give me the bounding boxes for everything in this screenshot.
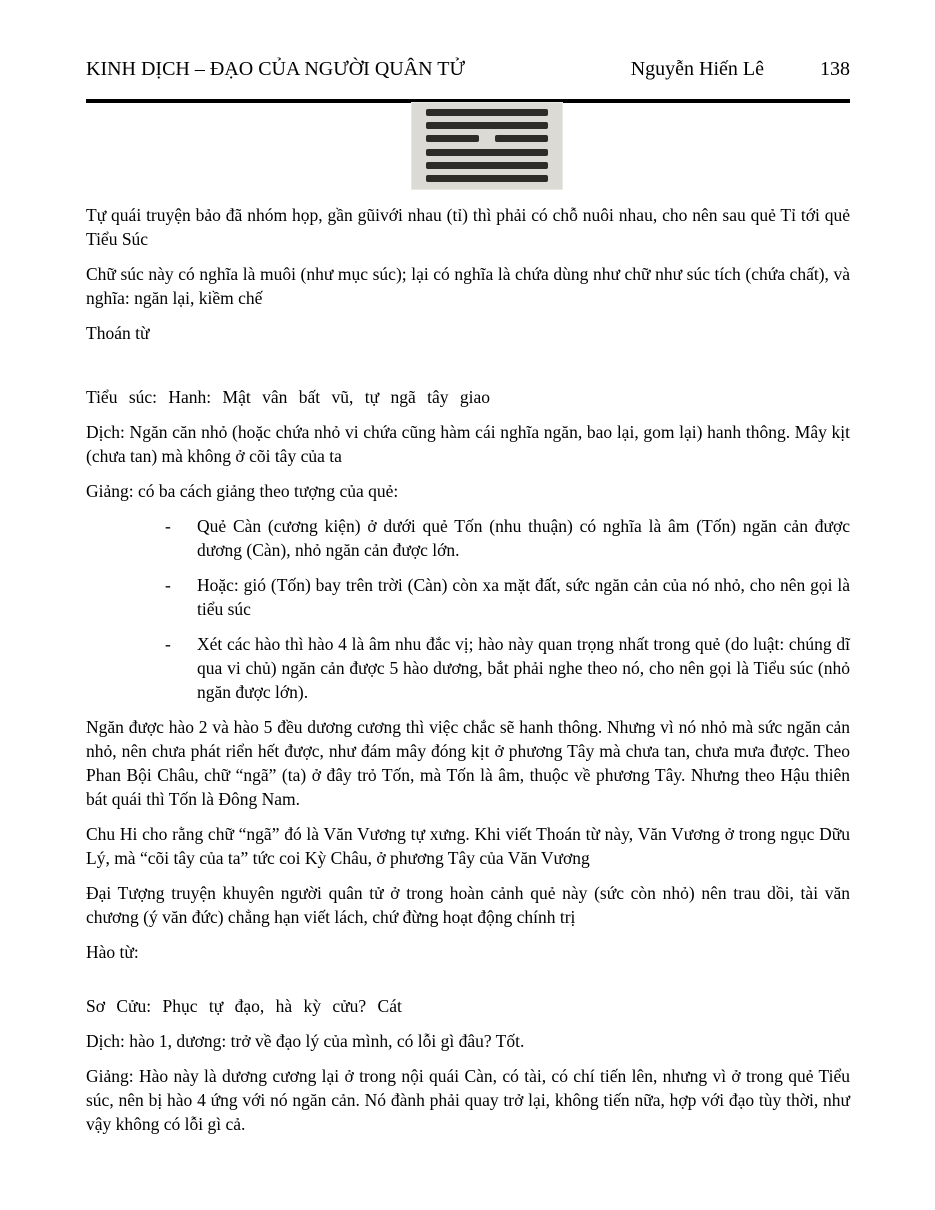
bullet-dash: - [165, 575, 171, 595]
hexagram-line-solid [426, 149, 548, 156]
body-text [86, 203, 850, 1136]
book-title: KINH DỊCH – ĐẠO CỦA NGƯỜI QUÂN TỬ [86, 58, 465, 80]
bullet-dash: - [165, 634, 171, 654]
hexagram-line-segment [495, 135, 548, 142]
hexagram-line-solid [426, 175, 548, 182]
paragraph-ngan-duoc: Ngăn được hào 2 và hào 5 đều dương cương thì việc chắc sẽ hanh thông. Nhưng vì nó nhỏ mà sức ngăn cản nhỏ, nên chưa phát riển hết được, như đám mây đóng kịt ở phương Tây mà chưa tan, chưa mưa được. Theo Phan Bội Châu, chữ “ngã” (ta) ở đây trỏ Tốn, mà Tốn là âm, thuộc về phương Tây. Nhưng theo Hậu thiên bát quái thì Tốn là Đông Nam. [86, 717, 850, 809]
hao-tu-heading: Hào từ: [86, 942, 139, 962]
bullet-item-hao-4 [165, 632, 850, 704]
bullet-item-gio-troi [165, 573, 850, 621]
paragraph-chu-hi: Chu Hi cho rằng chữ “ngã” đó là Văn Vương tự xưng. Khi viết Thoán từ này, Văn Vương ở trong ngục Dữu Lý, mà “cõi tây của ta” tức coi Kỳ Châu, ở phương Tây của Văn Vương [86, 824, 850, 868]
author-name: Nguyễn Hiến Lê [630, 58, 764, 80]
paragraph-tu-quai: Tự quái truyện bảo đã nhóm họp, gần gũivới nhau (tỉ) thì phải có chỗ nuôi nhau, cho nên sau quẻ Tỉ tới quẻ Tiểu Súc [86, 205, 850, 249]
bullet-text: Quẻ Càn (cương kiện) ở dưới quẻ Tốn (nhu thuận) có nghĩa là âm (Tốn) ngăn cản được dương (Càn), nhỏ ngăn cản được lớn. [197, 516, 850, 560]
so-cuu-quote: Sơ Cửu: Phục tự đạo, hà kỳ cửu? Cát [86, 996, 402, 1016]
hexagram-line-solid [426, 122, 548, 129]
thoan-tu-heading: Thoán từ [86, 323, 150, 343]
bullet-text: Xét các hào thì hào 4 là âm nhu đắc vị; hào này quan trọng nhất trong quẻ (do luật: chúng dĩ qua vi chủ) ngăn cản được 5 hào dương, bắt phải nghe theo nó, cho nên gọi là Tiểu súc (nhỏ ngăn được lớn). [197, 634, 850, 702]
hexagram-figure [86, 102, 850, 190]
hexagram-line-solid [426, 109, 548, 116]
thoan-tu-quote: Tiểu súc: Hanh: Mật vân bất vũ, tự ngã tây giao [86, 387, 490, 407]
hexagram-line-segment [426, 135, 479, 142]
bullet-text: Hoặc: gió (Tốn) bay trên trời (Càn) còn xa mặt đất, sức ngăn cản của nó nhỏ, cho nên gọi là tiểu súc [197, 575, 850, 619]
paragraph-giang-hao1: Giảng: Hào này là dương cương lại ở trong nội quái Càn, có tài, có chí tiến lên, nhưng vì ở trong quẻ Tiểu súc, nên bị hào 4 ứng với nó ngăn cản. Nó đành phải quay trở lại, không tiến nữa, hợp với đạo tùy thời, như vậy không có lỗi gì cả. [86, 1066, 850, 1134]
header-right [631, 57, 850, 81]
hexagram-line-broken [426, 135, 548, 142]
hexagram-line-solid [426, 162, 548, 169]
bullet-item-can-ton [165, 514, 850, 562]
paragraph-giang-intro: Giảng: có ba cách giảng theo tượng của quẻ: [86, 481, 399, 501]
paragraph-dich-thoan: Dịch: Ngăn căn nhỏ (hoặc chứa nhỏ vi chứa cũng hàm cái nghĩa ngăn, bao lại, gom lại) hanh thông. Mây kịt (chưa tan) mà không ở cõi tây của ta [86, 422, 850, 466]
page-header [86, 57, 850, 81]
paragraph-dich-hao1: Dịch: hào 1, dương: trở về đạo lý của mình, có lỗi gì đâu? Tốt. [86, 1031, 525, 1051]
bullet-dash: - [165, 516, 171, 536]
paragraph-dai-tuong: Đại Tượng truyện khuyên người quân tử ở trong hoàn cảnh quẻ này (sức còn nhỏ) nên trau dồi, tài văn chương (ý văn đức) chẳng hạn viết lách, chứ đừng hoạt động chính trị [86, 883, 850, 927]
hexagram-image [411, 102, 563, 190]
paragraph-chu-suc: Chữ súc này có nghĩa là muôi (như mục súc); lại có nghĩa là chứa dùng như chữ như súc tích (chứa chất), và nghĩa: ngăn lại, kiềm chế [86, 264, 850, 308]
page-number: 138 [820, 58, 850, 80]
